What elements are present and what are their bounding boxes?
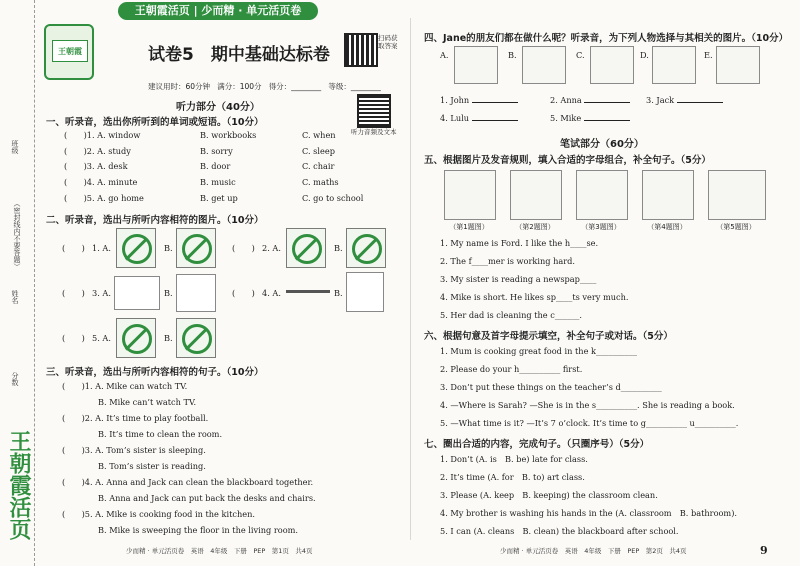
q3-item-2-a[interactable]: ( )2. A. It’s time to play football. bbox=[62, 413, 209, 423]
logo-text: 王朝霞 bbox=[52, 40, 88, 62]
name-label: 姓名 bbox=[11, 290, 19, 304]
q5-sentence-1[interactable]: 1. My name is Ford. I like the h____se. bbox=[440, 238, 599, 248]
q2-item-1-b: B. bbox=[164, 243, 173, 253]
q5-sentence-4[interactable]: 4. Mike is short. He likes sp____ts very much. bbox=[440, 292, 629, 302]
q2-4a-fan-image[interactable] bbox=[286, 290, 330, 293]
q2-3a-image[interactable] bbox=[114, 276, 160, 310]
no-sign-icon bbox=[122, 234, 152, 264]
q7-sentence-2[interactable]: 2. It’s time (A. for B. to) art class. bbox=[440, 472, 585, 482]
q1-item-3-c[interactable]: C. chair bbox=[302, 161, 335, 171]
no-sign-icon bbox=[182, 234, 212, 264]
q4-letter-b: B. bbox=[508, 50, 517, 60]
q3-item-5-b[interactable]: B. Mike is sweeping the floor in the living room. bbox=[98, 525, 299, 535]
full-score: 满分：100分 bbox=[217, 82, 262, 91]
brand-banner: 王朝霞活页 | 少而精 · 单元活页卷 bbox=[118, 2, 318, 20]
q1-item-5-a[interactable]: ( )5. A. go home bbox=[64, 193, 144, 203]
written-part-title: 笔试部分（60分） bbox=[560, 139, 644, 150]
q2-item-4-label: 4. A. bbox=[262, 288, 281, 298]
q4-name-2[interactable] bbox=[550, 95, 630, 105]
no-sign-icon bbox=[352, 234, 382, 264]
q2-item-5-paren[interactable]: ( ) bbox=[62, 333, 85, 343]
q3-item-3-a[interactable]: ( )3. A. Tom’s sister is sleeping. bbox=[62, 445, 206, 455]
binding-strip bbox=[0, 0, 35, 566]
page-title: 试卷5 期中基础达标卷 bbox=[148, 45, 330, 65]
q2-2b-image[interactable] bbox=[346, 228, 386, 268]
q4-name-2-text: 2. Anna bbox=[550, 95, 582, 105]
listening-part-title: 听力部分（40分） bbox=[176, 102, 260, 113]
q5-caption-1: （第1题图） bbox=[449, 223, 489, 231]
q1-item-3-b[interactable]: B. door bbox=[200, 161, 231, 171]
q4-name-4[interactable] bbox=[440, 113, 518, 123]
q5-heading: 五、根据图片及发音规则，填入合适的字母组合，补全句子。（5分） bbox=[424, 155, 711, 166]
q1-item-5-c[interactable]: C. go to school bbox=[302, 193, 364, 203]
q2-1b-image[interactable] bbox=[176, 228, 216, 268]
score-field[interactable]: 得分：________ bbox=[268, 82, 322, 91]
q7-heading: 七、圈出合适的内容，完成句子。（只圈序号）（5分） bbox=[424, 439, 650, 450]
answer-qr-label: 扫码获取答案 bbox=[378, 34, 398, 50]
footer-right: 少而精 · 单元活页卷 英语 4年级 下册 PEP 第2页 共4页 bbox=[500, 547, 687, 555]
q3-heading: 三、听录音，选出与所听内容相符的句子。（10分） bbox=[46, 367, 264, 378]
q2-heading: 二、听录音，选出与所听内容相符的图片。（10分） bbox=[46, 215, 264, 226]
q5-sentence-2[interactable]: 2. The f____mer is working hard. bbox=[440, 256, 576, 266]
q2-item-3-paren[interactable]: ( ) bbox=[62, 288, 85, 298]
brand-vertical: 王朝霞活页 bbox=[6, 430, 32, 540]
answer-qr-code[interactable] bbox=[344, 33, 378, 67]
q7-sentence-4[interactable]: 4. My brother is washing his hands in the (A. classroom B. bathroom). bbox=[440, 508, 737, 518]
q1-item-1-c[interactable]: C. when bbox=[302, 130, 336, 140]
q3-item-3-b[interactable]: B. Tom’s sister is reading. bbox=[98, 461, 206, 471]
q1-item-5-b[interactable]: B. get up bbox=[200, 193, 238, 203]
q2-item-5-b: B. bbox=[164, 333, 173, 343]
q2-4b-curtain-image[interactable] bbox=[346, 272, 384, 312]
q1-heading: 一、听录音，选出你所听到的单词或短语。（10分） bbox=[46, 117, 264, 128]
q5-image-1 bbox=[444, 170, 496, 220]
q1-item-2-a[interactable]: ( )2. A. study bbox=[64, 146, 131, 156]
q5-sentence-3[interactable]: 3. My sister is reading a newspap____ bbox=[440, 274, 597, 284]
page-divider bbox=[410, 18, 411, 540]
q2-item-1-label: 1. A. bbox=[92, 243, 111, 253]
q5-caption-2: （第2题图） bbox=[515, 223, 555, 231]
q3-item-1-a[interactable]: ( )1. A. Mike can watch TV. bbox=[62, 381, 188, 391]
page-number: 9 bbox=[760, 544, 768, 557]
footer-left: 少而精 · 单元活页卷 英语 4年级 下册 PEP 第1页 共4页 bbox=[126, 547, 313, 555]
q4-letter-e: E. bbox=[704, 50, 713, 60]
q2-3b-image[interactable] bbox=[176, 274, 216, 312]
q2-item-4-paren[interactable]: ( ) bbox=[232, 288, 255, 298]
q6-sentence-5[interactable]: 5. —What time is it? —It’s 7 o’clock. It’s time to g__________ u__________. bbox=[440, 418, 739, 428]
q5-image-3 bbox=[576, 170, 628, 220]
q3-item-4-b[interactable]: B. Anna and Jack can put back the desks and chairs. bbox=[98, 493, 316, 503]
q1-item-4-b[interactable]: B. music bbox=[200, 177, 236, 187]
q4-image-b[interactable] bbox=[522, 46, 566, 84]
q5-sentence-5[interactable]: 5. Her dad is cleaning the c______. bbox=[440, 310, 583, 320]
q4-name-1[interactable] bbox=[440, 95, 518, 105]
time-limit: 建议用时：60分钟 bbox=[148, 82, 211, 91]
audio-qr-code[interactable] bbox=[357, 94, 391, 128]
q5-image-4 bbox=[642, 170, 694, 220]
q3-item-5-a[interactable]: ( )5. A. Mike is cooking food in the kitchen. bbox=[62, 509, 255, 519]
q6-sentence-4[interactable]: 4. —Where is Sarah? —She is in the s__________. She is reading a book. bbox=[440, 400, 735, 410]
q4-name-5-text: 5. Mike bbox=[550, 113, 582, 123]
q4-letter-d: D. bbox=[640, 50, 649, 60]
audio-qr-label: 听力音频及文本 bbox=[351, 128, 397, 136]
q3-item-1-b[interactable]: B. Mike can’t watch TV. bbox=[98, 397, 197, 407]
q1-item-4-c[interactable]: C. maths bbox=[302, 177, 339, 187]
no-sign-icon bbox=[292, 234, 322, 264]
q6-sentence-1[interactable]: 1. Mum is cooking great food in the k__________ bbox=[440, 346, 637, 356]
exam-meta bbox=[148, 81, 381, 92]
q2-item-2-label: 2. A. bbox=[262, 243, 281, 253]
q2-item-4-b: B. bbox=[334, 288, 343, 298]
q1-item-4-a[interactable]: ( )4. A. minute bbox=[64, 177, 138, 187]
q5-caption-5: （第5题图） bbox=[716, 223, 756, 231]
q5-caption-4: （第4题图） bbox=[647, 223, 687, 231]
publisher-logo bbox=[44, 24, 94, 80]
q1-item-2-b[interactable]: B. sorry bbox=[200, 146, 233, 156]
q1-item-2-c[interactable]: C. sleep bbox=[302, 146, 335, 156]
q5-image-5 bbox=[708, 170, 766, 220]
no-sign-icon bbox=[182, 324, 212, 354]
q2-item-3-b: B. bbox=[164, 288, 173, 298]
q1-item-1-b[interactable]: B. workbooks bbox=[200, 130, 257, 140]
q2-5a-image[interactable] bbox=[116, 318, 156, 358]
q4-image-e[interactable] bbox=[716, 46, 760, 84]
no-sign-icon bbox=[122, 324, 152, 354]
seal-line-note: （密封线内不要答题） bbox=[13, 200, 21, 270]
q4-name-3[interactable] bbox=[646, 95, 723, 105]
q4-image-c[interactable] bbox=[590, 46, 634, 84]
q2-item-5-label: 5. A. bbox=[92, 333, 111, 343]
q4-heading: 四、Jane的朋友们都在做什么呢？听录音，为下列人物选择与其相关的图片。（10分） bbox=[424, 33, 789, 44]
q5-image-2 bbox=[510, 170, 562, 220]
q7-sentence-1[interactable]: 1. Don’t (A. is B. be) late for class. bbox=[440, 454, 588, 464]
q2-2a-image[interactable] bbox=[286, 228, 326, 268]
q1-item-1-a[interactable]: ( )1. A. window bbox=[64, 130, 141, 140]
q6-sentence-2[interactable]: 2. Please do your h__________ first. bbox=[440, 364, 583, 374]
q4-name-4-text: 4. Lulu bbox=[440, 113, 470, 123]
level-field[interactable]: 等级：________ bbox=[328, 82, 381, 91]
q7-sentence-3[interactable]: 3. Please (A. keep B. keeping) the classroom clean. bbox=[440, 490, 658, 500]
q4-letter-a: A. bbox=[440, 50, 449, 60]
q4-name-3-text: 3. Jack bbox=[646, 95, 675, 105]
q6-heading: 六、根据句意及首字母提示填空，补全句子或对话。（5分） bbox=[424, 331, 673, 342]
score-label: 分数 bbox=[11, 372, 19, 386]
q4-letter-c: C. bbox=[576, 50, 585, 60]
q2-1a-image[interactable] bbox=[116, 228, 156, 268]
q4-name-1-text: 1. John bbox=[440, 95, 470, 105]
q3-item-2-b[interactable]: B. It’s time to clean the room. bbox=[98, 429, 223, 439]
class-label: 班级 bbox=[11, 140, 19, 154]
q1-item-3-a[interactable]: ( )3. A. desk bbox=[64, 161, 128, 171]
q4-image-d[interactable] bbox=[652, 46, 696, 84]
q5-caption-3: （第3题图） bbox=[581, 223, 621, 231]
q3-item-4-a[interactable]: ( )4. A. Anna and Jack can clean the blackboard together. bbox=[62, 477, 314, 487]
q2-item-2-paren[interactable]: ( ) bbox=[232, 243, 255, 253]
q2-item-1-paren[interactable]: ( ) bbox=[62, 243, 85, 253]
q4-image-a[interactable] bbox=[454, 46, 498, 84]
q6-sentence-3[interactable]: 3. Don’t put these things on the teacher’s d__________ bbox=[440, 382, 662, 392]
q2-item-3-label: 3. A. bbox=[92, 288, 111, 298]
q4-name-5[interactable] bbox=[550, 113, 630, 123]
q2-5b-image[interactable] bbox=[176, 318, 216, 358]
q7-sentence-5[interactable]: 5. I can (A. cleans B. clean) the blackboard after school. bbox=[440, 526, 679, 536]
q2-item-2-b: B. bbox=[334, 243, 343, 253]
